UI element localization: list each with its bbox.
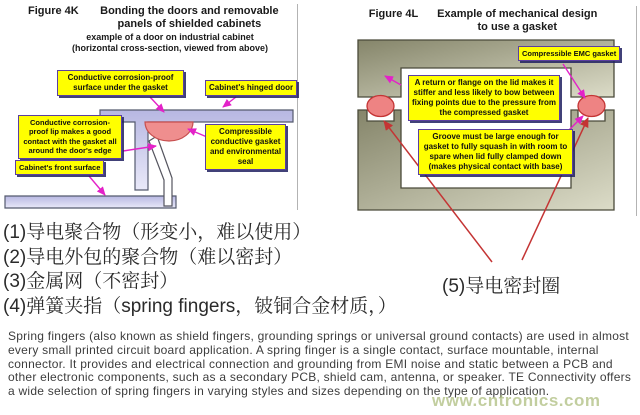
figure-4l-caption: Example of mechanical design to use a gasket (437, 8, 598, 33)
callout-groove: Groove must be large enough for gasket to fully squash in with room to spare when lid fully clamped down (makes physical contact with base) (418, 129, 573, 175)
cabinet-front-surface-shape (5, 196, 176, 208)
notes-list (3, 221, 433, 319)
emc-gasket-left-shape (367, 96, 394, 117)
note-item-1: (1)导电聚合物（形变小，难以使用） (3, 222, 312, 243)
figure-4l-title (350, 8, 622, 34)
callout-compressible-gasket: Compressible conductive gasket and environmental seal (205, 124, 286, 170)
arrow-front-surface (89, 176, 105, 195)
callout-front-surface: Cabinet's front surface (15, 160, 104, 175)
note-item-4: (4)弹簧夹指（spring fingers，铍铜合金材质，） (3, 295, 397, 317)
door-gasket-shape (145, 122, 193, 141)
note-item-2: (2)导电外包的聚合物（难以密封） (3, 246, 293, 268)
figure-4l-label: Figure 4L (368, 8, 419, 20)
callout-flange: A return or flange on the lid makes it stiffer and less likely to bow between fixing points due to the pressure from the compressed gasket (408, 75, 560, 121)
figure-4k-title (28, 5, 290, 31)
figure-4k-label: Figure 4K (28, 5, 79, 17)
callout-lip: Conductive corrosion-proof lip makes a good contact with the gasket all around the door's edge (18, 115, 122, 159)
arrow-hinged-door (223, 97, 236, 107)
figure-4k-subtitle-1: example of a door on industrial cabinet (86, 32, 254, 42)
watermark: www.cntronics.com (432, 391, 601, 410)
figure-4k-subtitle-2: (horizontal cross-section, viewed from above) (71, 43, 269, 53)
callout-emc-gasket: Compressible EMC gasket (518, 46, 620, 61)
callout-surface-under-gasket: Conductive corrosion-proof surface under the gasket (57, 70, 184, 96)
note-item-5: (5)导电密封圈 (442, 276, 561, 297)
note-item-3: (3)金属网（不密封） (3, 271, 179, 292)
emc-gasket-right-shape (578, 96, 605, 117)
callout-hinged-door: Cabinet's hinged door (205, 80, 297, 96)
description-paragraph: Spring fingers (also known as shield fingers, grounding springs or universal ground contacts) are used in almost every small printed circuit board application. A spring finger is a single contact, surface mountable, internal connector. It provides and electrical connection and grounding from EMI noise and static between a PCB and other electronic components, such as a secondary PCB, shield cam, antenna, or speaker. TE Connectivity offers a wide selection of spring fingers in varying styles and sizes depending on the type of application. (8, 329, 632, 399)
figure-4k-caption: Bonding the doors and removable panels of shielded cabinets (100, 5, 279, 30)
